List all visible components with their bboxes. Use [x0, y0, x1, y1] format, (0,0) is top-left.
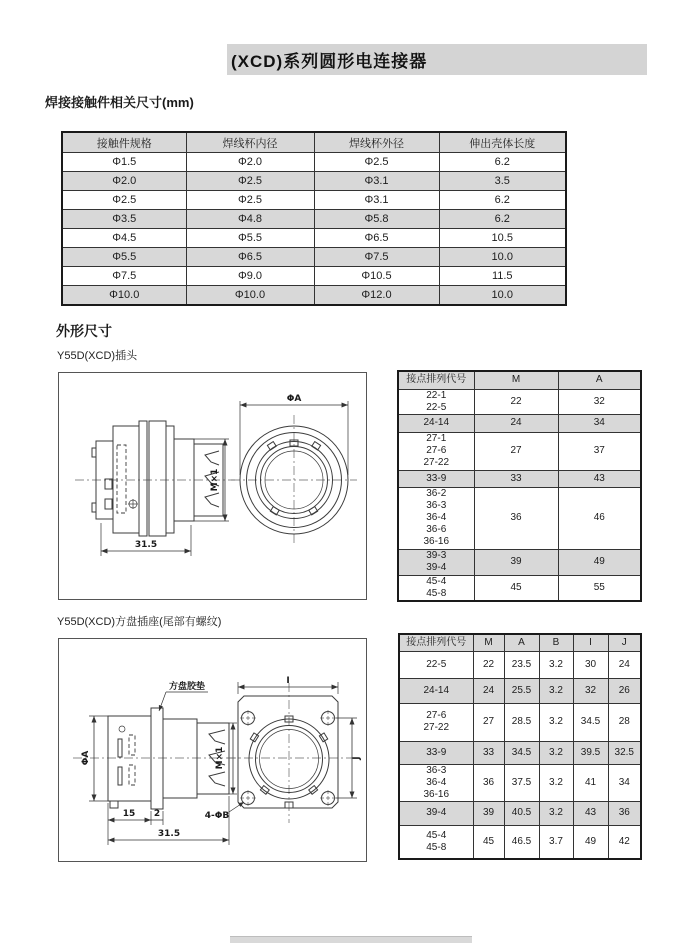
table-row: 45-4 45-8 45 55 [398, 575, 641, 601]
plug-front-view [231, 394, 357, 545]
socket-diameter-label: ΦA [81, 750, 91, 766]
column-header: I [573, 634, 608, 651]
column-header: 焊线杯内径 [186, 132, 314, 153]
plug-drawing-panel [58, 372, 367, 600]
diameter-dim-label: ΦA [286, 394, 302, 404]
socket-thread-label: M×1 [215, 746, 225, 770]
table-row: 24-14 24 25.5 3.2 32 26 [399, 678, 641, 703]
section-heading-solder-dimensions: 焊接接触件相关尺寸(mm) [45, 95, 194, 110]
table-row: 33-9 33 34.5 3.2 39.5 32.5 [399, 741, 641, 764]
column-header: 接点排列代号 [399, 634, 473, 651]
table-row: 36-2 36-3 36-4 36-6 36-16 36 46 [398, 487, 641, 549]
table-row: 39-4 39 40.5 3.2 43 36 [399, 801, 641, 825]
page-title: (XCD)系列圆形电连接器 [231, 52, 428, 71]
table-row: 22-1 22-5 22 32 [398, 389, 641, 414]
table-row: 36-3 36-4 36-16 36 37.5 3.2 41 34 [399, 764, 641, 801]
table-row: Φ2.0 Φ2.5 Φ3.1 3.5 [62, 172, 566, 191]
table-row: Φ5.5 Φ6.5 Φ7.5 10.0 [62, 248, 566, 267]
plug-dimensions-table [397, 370, 642, 602]
thread-spec-label: M×1 [210, 468, 220, 492]
table-row: 22-5 22 23.5 3.2 30 24 [399, 651, 641, 678]
column-header: M [474, 371, 558, 389]
column-header: J [608, 634, 641, 651]
table-row: 24-14 24 34 [398, 414, 641, 432]
table-row: 45-4 45-8 45 46.5 3.7 49 42 [399, 825, 641, 859]
page-title-bar [227, 44, 647, 75]
column-header: A [504, 634, 539, 651]
table-row: Φ4.5 Φ5.5 Φ6.5 10.5 [62, 229, 566, 248]
table-row: Φ10.0 Φ10.0 Φ12.0 10.0 [62, 286, 566, 306]
column-header: 接点排列代号 [398, 371, 474, 389]
table-header-row [62, 132, 566, 153]
table-row: 27-1 27-6 27-22 27 37 [398, 432, 641, 470]
plug-side-view [75, 421, 235, 556]
page-footer-strip [230, 936, 472, 943]
table-header-row [398, 371, 641, 389]
column-header: B [539, 634, 573, 651]
flange-offset-dim-label: 15 [122, 809, 136, 819]
column-header: M [473, 634, 504, 651]
socket-drawing [59, 639, 364, 859]
gasket-label: 方盘胶垫 [168, 682, 206, 692]
column-header: 焊线杯外径 [314, 132, 439, 153]
table-row: Φ1.5 Φ2.0 Φ2.5 6.2 [62, 153, 566, 172]
plug-variant-label: Y55D(XCD)插头 [57, 350, 138, 362]
socket-drawing-panel [58, 638, 367, 862]
table-row: 39-3 39-4 39 49 [398, 549, 641, 575]
socket-length-dim-label: 31.5 [157, 829, 181, 839]
contact-dimensions-table [61, 131, 567, 306]
socket-dimensions-table [398, 633, 642, 860]
table-row: Φ7.5 Φ9.0 Φ10.5 11.5 [62, 267, 566, 286]
column-header: A [558, 371, 641, 389]
table-row: Φ2.5 Φ2.5 Φ3.1 6.2 [62, 191, 566, 210]
socket-variant-label: Y55D(XCD)方盘插座(尾部有螺纹) [57, 616, 222, 628]
table-header-row [399, 634, 641, 651]
table-row: Φ3.5 Φ4.8 Φ5.8 6.2 [62, 210, 566, 229]
plug-drawing [59, 373, 364, 597]
mounting-holes-label: 4-ΦB [204, 811, 230, 821]
socket-front-view [205, 676, 362, 823]
column-header: 伸出壳体长度 [439, 132, 566, 153]
hole-spacing-dim-label: J [352, 756, 362, 760]
column-header: 接触件规格 [62, 132, 186, 153]
length-dim-label: 31.5 [134, 540, 158, 550]
gasket-thickness-dim-label: 2 [153, 809, 161, 819]
table-row: 33-9 33 43 [398, 470, 641, 487]
table-row: 27-6 27-22 27 28.5 3.2 34.5 28 [399, 703, 641, 741]
flange-size-dim-label: I [286, 676, 290, 686]
section-heading-outline-dimensions: 外形尺寸 [56, 323, 112, 339]
